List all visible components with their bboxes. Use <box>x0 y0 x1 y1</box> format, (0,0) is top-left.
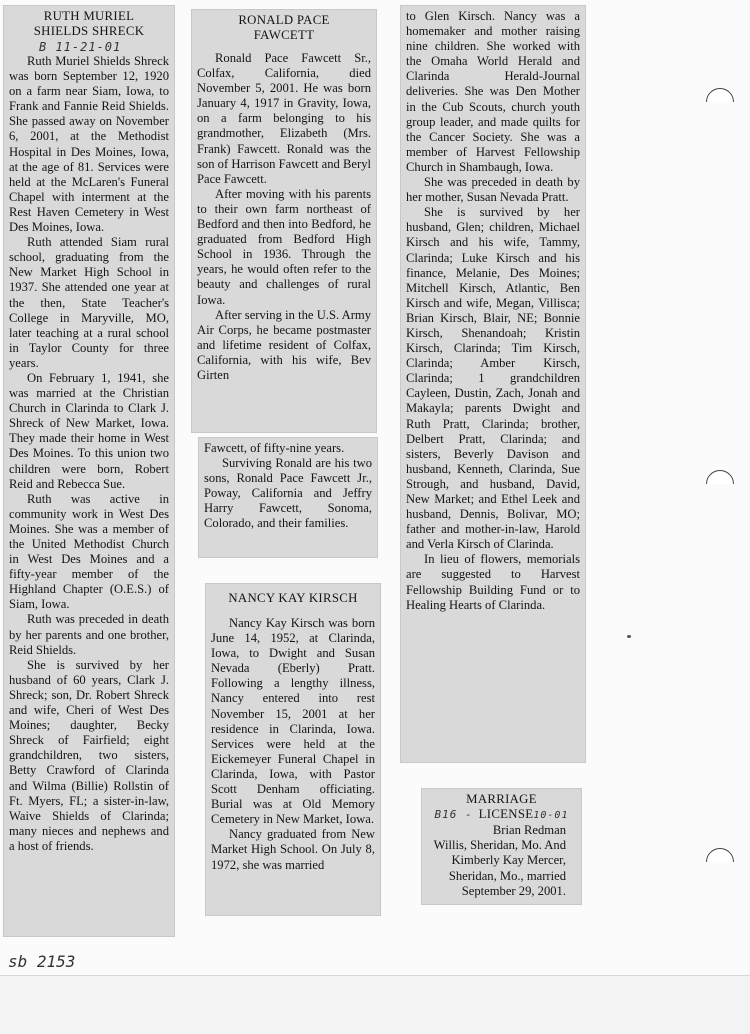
obituary-body <box>9 54 169 854</box>
paragraph: Ruth attended Siam rural school, graduating from the New Market High School in 1937. She attended one year at the then, State Teacher's College in Maryville, MO, later teaching at a rural school in Taylor County for three years. <box>9 235 169 370</box>
paragraph: Nancy Kay Kirsch was born June 14, 1952, at Clarinda, Iowa, to Dwight and Susan Nevada (Eberly) Pratt. Following a lengthy illness, Nancy entered into rest November 15, 2001 at her residence in Clarinda, Iowa. Services were held at the Eickemeyer Funeral Chapel in Clarinda, Iowa, with Pastor Scott Denham officiating. Burial was at Old Memory Cemetery in New Market, Iowa. <box>211 616 375 827</box>
obituary-heading: RUTH MURIEL SHIELDS SHRECK <box>33 9 145 38</box>
notice-body: Brian Redman Willis, Sheridan, Mo. And Kimberly Kay Mercer, Sheridan, Mo., married September 29, 2001. <box>433 823 566 898</box>
page-number-handwritten: sb 2153 <box>8 952 76 971</box>
obituary-ruth-shreck <box>3 5 175 937</box>
obituary-heading: RONALD PACE FAWCETT <box>238 13 330 42</box>
paragraph: After moving with his parents to their own farm northeast of Bedford and then into Bedford, he graduated from Bedford High School in 1936. Through the years, he would often refer to the beauty and challenges of rural Iowa. <box>197 186 371 307</box>
paragraph: She is survived by her husband of 60 years, Clark J. Shreck; son, Dr. Robert Shreck and wife, Cheri of West Des Moines; daughter, Becky Shreck of Fairfield; eight grandchildren, two sisters, Betty Crawford of Clarinda and Wilma (Billie) Rollstin of Ft. Myers, FL; a sister-in-law, Waive Shields of Clarinda; many nieces and nephews and a host of friends. <box>9 657 169 853</box>
paragraph: She is survived by her husband, Glen; children, Michael Kirsch and his wife, Tammy, Clarinda; Luke Kirsch and his finance, Melanie, Des Moines; Mitchell Kirsch, Atlantic, Ben Kirsch and wife, Megan, Villisca; Brian Kirsch, Blair, NE; Bonnie Kirsch, Shenandoah; Kristin Kirsch, Clarinda; Tim Kirsch, Clarinda; Amber Kirsch, Clarinda; 1 grandchildren Cayleen, Dustin, Zach, Jonah and Makayla; parents Dwight and Ruth Pratt, Clarinda; brother, Delbert Pratt, Clarinda; and sisters, Beverly Davison and husband, Kenneth, Clarinda, Sue Strough, and husband, David, New Market; and Ethel Leek and husband, Dennis, Bolivar, MO; father and mother-in-law, Harold and Verla Kirsch of Clarinda. <box>406 205 580 552</box>
paragraph: In lieu of flowers, memorials are suggested to Harvest Fellowship Building Fund or to Healing Hearts of Clarinda. <box>406 552 580 612</box>
binder-hole-icon <box>706 88 734 116</box>
paragraph: Ruth was active in community work in West Des Moines. She was a member of the United Methodist Church in West Des Moines and a fifty-year member of the Highland Chapter (O.E.S.) of Siam, Iowa. <box>9 491 169 612</box>
obituary-nancy-kirsch-continued <box>400 5 586 763</box>
paragraph: Ronald Pace Fawcett Sr., Colfax, California, died November 5, 2001. He was born January 4, 1917 in Gravity, Iowa, on a farm belonging to his grandmother, Elizabeth (Mrs. Frank) Fawcett. Ronald was the son of Harrison Fawcett and Beryl Pace Fawcett. <box>197 51 371 186</box>
obituary-ronald-fawcett-continued <box>198 437 378 558</box>
handwritten-date: B 11-21-01 <box>39 40 122 54</box>
paragraph: Ruth Muriel Shields Shreck was born September 12, 1920 on a farm near Siam, Iowa, to Frank and Fannie Reid Shields. She passed away on November 6, 2001, at the Methodist Hospital in Des Moines, Iowa, at the age of 81. Services were held at the McLaren's Funeral Chapel with interment at the Rest Haven Cemetery in West Des Moines, Iowa. <box>9 54 169 235</box>
paragraph: After serving in the U.S. Army Air Corps, he became postmaster and lifetime resident of Colfax, California, with his wife, Bev Girten <box>197 307 371 382</box>
obituary-body <box>211 616 375 873</box>
speck-icon <box>627 635 631 638</box>
notice-heading: MARRIAGE B16 - LICENSE10-01 <box>434 792 569 821</box>
binder-hole-icon <box>706 470 734 498</box>
paragraph: to Glen Kirsch. Nancy was a homemaker and mother raising nine children. She worked with the Omaha World Herald and Clarinda Herald-Journal deliveries. She was Den Mother in the Cub Scouts, church youth group leader, and made quilts for the Cancer Society. She was a member of Harvest Fellowship Church in Shambaugh, Iowa. <box>406 9 580 174</box>
scan-margin <box>0 975 750 1034</box>
marriage-license-notice <box>421 788 582 905</box>
binder-hole-icon <box>706 848 734 876</box>
paragraph: Nancy graduated from New Market High School. On July 8, 1972, she was married <box>211 827 375 872</box>
paragraph: Ruth was preceded in death by her parents and one brother, Reid Shields. <box>9 612 169 657</box>
paragraph: On February 1, 1941, she was married at the Christian Church in Clarinda to Clark J. Shreck of New Market, Iowa. They made their home in West Des Moines. To this union two children were born, Robert Reid and Rebecca Sue. <box>9 370 169 491</box>
obituary-heading: NANCY KAY KIRSCH <box>228 591 358 605</box>
obituary-body <box>197 51 371 383</box>
handwritten-date: 10-01 <box>533 810 569 821</box>
obituary-nancy-kirsch <box>205 583 381 916</box>
paragraph: Surviving Ronald are his two sons, Ronald Pace Fawcett Jr., Poway, California and Jeffry Harry Fawcett, Sonoma, Colorado, and their families. <box>204 456 372 531</box>
paragraph: She was preceded in death by her mother, Susan Nevada Pratt. <box>406 175 580 205</box>
handwritten-note: B16 - <box>434 808 473 821</box>
paragraph: Fawcett, of fifty-nine years. <box>204 441 345 455</box>
obituary-ronald-fawcett <box>191 9 377 433</box>
